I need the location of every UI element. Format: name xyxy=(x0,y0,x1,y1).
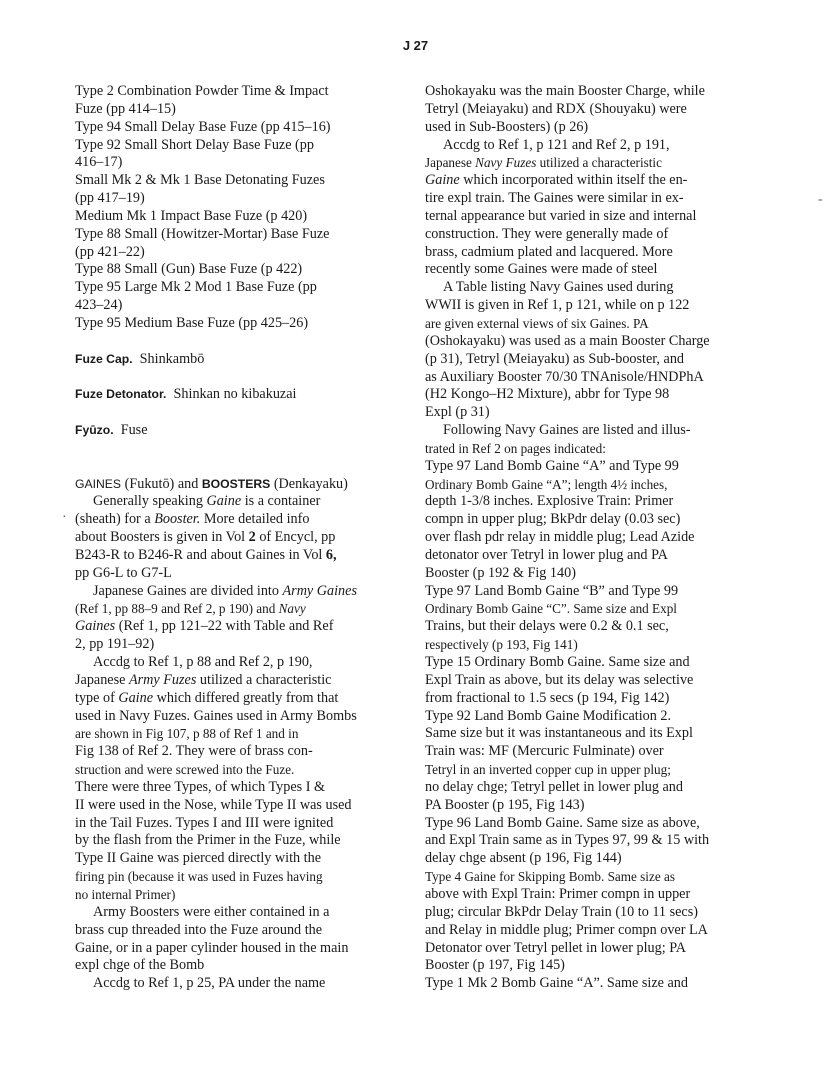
gaines-heading-line xyxy=(75,476,395,494)
text-line: (Ref 1, pp 88–9 and Ref 2, p 190) and Navy xyxy=(75,601,306,617)
text-line: delay chge absent (p 196, Fig 144) xyxy=(425,850,622,867)
fuze-list-line: Type 88 Small (Howitzer-Mortar) Base Fuze xyxy=(75,225,330,242)
text-line: tire expl train. The Gaines were similar in ex- xyxy=(425,190,684,207)
text-line: by the flash from the Primer in the Fuze, while xyxy=(75,832,341,849)
text-line: Same size but it was instantaneous and its Expl xyxy=(425,725,693,742)
text-line: Fig 138 of Ref 2. They were of brass con- xyxy=(75,743,313,760)
fuze-cap-text: Shinkambō xyxy=(139,350,205,367)
text-line: construction. They were generally made of xyxy=(425,225,669,242)
text-line: Ordinary Bomb Gaine “C”. Same size and Expl xyxy=(425,601,677,617)
fuze-list xyxy=(75,83,395,333)
fuze-list-line: Type 95 Medium Base Fuze (pp 425–26) xyxy=(75,314,309,331)
fuze-detonator-heading: Fuze Detonator. xyxy=(75,387,167,402)
text-line: Tetryl in an inverted copper cup in upper plug; xyxy=(425,762,671,778)
margin-mark: · xyxy=(62,510,67,525)
fuze-list-line: Medium Mk 1 Impact Base Fuze (p 420) xyxy=(75,207,308,224)
text-line: Type 97 Land Bomb Gaine “A” and Type 99 xyxy=(425,457,679,474)
text-line: (H2 Kongo–H2 Mixture), abbr for Type 98 xyxy=(425,386,670,403)
boosters-heading: BOOSTERS xyxy=(201,476,271,491)
text-line: trated in Ref 2 on pages indicated: xyxy=(425,440,606,456)
text-line: and Expl Train same as in Types 97, 99 & 15 with xyxy=(425,832,710,849)
text-line: II were used in the Nose, while Type II was used xyxy=(75,796,352,813)
fuze-cap-entry xyxy=(75,351,395,369)
text-line: Following Navy Gaines are listed and illus- xyxy=(443,422,691,439)
text-line: Generally speaking Gaine is a container xyxy=(93,493,321,510)
text-line: recently some Gaines were made of steel xyxy=(425,261,658,278)
fyuzo-heading: Fyūzo. xyxy=(75,423,114,438)
text-line: Detonator over Tetryl pellet in lower plug; PA xyxy=(425,939,687,956)
fuze-list-line: Type 88 Small (Gun) Base Fuze (p 422) xyxy=(75,261,303,278)
right-column xyxy=(425,83,735,993)
text-line: no delay chge; Tetryl pellet in lower plug and xyxy=(425,778,683,795)
text-line: from fractional to 1.5 secs (p 194, Fig 142) xyxy=(425,689,670,706)
text-line: struction and were screwed into the Fuze. xyxy=(75,762,295,778)
text-line: Expl Train as above, but its delay was selective xyxy=(425,671,694,688)
fuze-list-line: Small Mk 2 & Mk 1 Base Detonating Fuzes xyxy=(75,172,325,189)
text-line: Booster (p 197, Fig 145) xyxy=(425,957,565,974)
text-line: in the Tail Fuzes. Types I and III were ignited xyxy=(75,814,334,831)
fuze-list-line: 416–17) xyxy=(75,154,123,171)
text-line: brass, cadmium plated and lacquered. More xyxy=(425,243,673,260)
left-column xyxy=(75,83,395,993)
fuze-list-line: Type 2 Combination Powder Time & Impact xyxy=(75,83,329,99)
text-line: no internal Primer) xyxy=(75,886,176,902)
text-line: Japanese Gaines are divided into Army Gaines xyxy=(93,582,357,599)
text-line: type of Gaine which differed greatly from that xyxy=(75,689,339,706)
text-line: are given external views of six Gaines. PA xyxy=(425,315,649,331)
text-line: Tetryl (Meiayaku) and RDX (Shouyaku) were xyxy=(425,100,687,117)
gaines-paren: (Fukutō) and xyxy=(124,475,199,492)
text-line: Type 15 Ordinary Bomb Gaine. Same size and xyxy=(425,654,690,670)
text-line: pp G6-L to G7-L xyxy=(75,564,172,581)
text-line: Accdg to Ref 1, p 88 and Ref 2, p 190, xyxy=(93,654,313,670)
text-line: There were three Types, of which Types I & xyxy=(75,778,326,795)
text-line: Gaine which incorporated within itself the en- xyxy=(425,172,688,189)
fuze-list-line: Type 92 Small Short Delay Base Fuze (pp xyxy=(75,136,314,153)
text-line: Japanese Navy Fuzes utilized a characteristic xyxy=(425,155,662,171)
page-number: J 27 xyxy=(402,38,429,53)
margin-mark: - xyxy=(818,192,823,207)
text-line: about Boosters is given in Vol 2 of Encycl, pp xyxy=(75,529,336,546)
text-line: compn in upper plug; BkPdr delay (0.03 sec) xyxy=(425,511,681,528)
text-line: Type 96 Land Bomb Gaine. Same size as above, xyxy=(425,814,700,831)
text-line: B243-R to B246-R and about Gaines in Vol 6, xyxy=(75,546,337,563)
fuze-list-line: Type 95 Large Mk 2 Mod 1 Base Fuze (pp xyxy=(75,279,317,296)
text-line: Type 4 Gaine for Skipping Bomb. Same size as xyxy=(425,869,675,885)
text-line: as Auxiliary Booster 70/30 TNAnisole/HNDPhA xyxy=(425,368,704,385)
text-line: expl chge of the Bomb xyxy=(75,957,205,974)
text-line: plug; circular BkPdr Delay Train (10 to 11 secs) xyxy=(425,903,698,920)
text-line: Trains, but their delays were 0.2 & 0.1 sec, xyxy=(425,618,669,635)
gaines-section xyxy=(75,476,395,993)
fyuzo-entry xyxy=(75,422,395,440)
text-line: 2, pp 191–92) xyxy=(75,636,155,653)
text-line: Ordinary Bomb Gaine “A”; length 4½ inches, xyxy=(425,476,668,492)
fuze-detonator-entry xyxy=(75,386,395,404)
text-line: detonator over Tetryl in lower plug and PA xyxy=(425,546,668,563)
boosters-paren: (Denkayaku) xyxy=(273,475,348,492)
text-line: Type 97 Land Bomb Gaine “B” and Type 99 xyxy=(425,582,679,599)
text-line: Japanese Army Fuzes utilized a characteristic xyxy=(75,671,332,688)
text-line: brass cup threaded into the Fuze around the xyxy=(75,921,323,938)
text-line: (Oshokayaku) was used as a main Booster Charge xyxy=(425,332,710,349)
text-line: are shown in Fig 107, p 88 of Ref 1 and in xyxy=(75,726,299,742)
text-line: PA Booster (p 195, Fig 143) xyxy=(425,796,585,813)
text-line: Type II Gaine was pierced directly with the xyxy=(75,850,322,867)
text-line: ternal appearance but varied in size and internal xyxy=(425,207,697,224)
fyuzo-text: Fuse xyxy=(120,422,148,439)
text-line: firing pin (because it was used in Fuzes having xyxy=(75,869,323,885)
text-line: Gaine, or in a paper cylinder housed in the main xyxy=(75,939,349,956)
text-line: depth 1-3/8 inches. Explosive Train: Primer xyxy=(425,493,674,510)
text-line: respectively (p 193, Fig 141) xyxy=(425,637,578,653)
text-line: Army Boosters were either contained in a xyxy=(93,903,330,920)
text-line: used in Sub-Boosters) (p 26) xyxy=(425,118,589,135)
text-line: Accdg to Ref 1, p 25, PA under the name xyxy=(93,975,326,992)
text-line: Type 1 Mk 2 Bomb Gaine “A”. Same size and xyxy=(425,975,688,992)
text-line: Train was: MF (Mercuric Fulminate) over xyxy=(425,743,664,760)
text-line: (p 31), Tetryl (Meiayaku) as Sub-booster, and xyxy=(425,350,685,367)
text-line: above with Expl Train: Primer compn in upper xyxy=(425,885,691,902)
text-line: used in Navy Fuzes. Gaines used in Army Bombs xyxy=(75,707,357,724)
text-line: over flash pdr relay in middle plug; Lead Azide xyxy=(425,529,695,546)
text-line: A Table listing Navy Gaines used during xyxy=(443,279,674,296)
fuze-list-line: Type 94 Small Delay Base Fuze (pp 415–16) xyxy=(75,118,331,135)
text-line: Booster (p 192 & Fig 140) xyxy=(425,564,576,581)
text-line: Oshokayaku was the main Booster Charge, while xyxy=(425,83,705,99)
text-line: Type 92 Land Bomb Gaine Modification 2. xyxy=(425,707,672,724)
fuze-list-line: (pp 417–19) xyxy=(75,190,145,207)
fuze-detonator-text: Shinkan no kibakuzai xyxy=(173,386,297,403)
text-line: and Relay in middle plug; Primer compn over LA xyxy=(425,921,708,938)
text-line: Accdg to Ref 1, p 121 and Ref 2, p 191, xyxy=(443,136,670,153)
fuze-list-line: Fuze (pp 414–15) xyxy=(75,100,176,117)
text-line: (sheath) for a Booster. More detailed info xyxy=(75,511,310,528)
fuze-list-line: (pp 421–22) xyxy=(75,243,145,260)
text-line: Gaines (Ref 1, pp 121–22 with Table and Ref xyxy=(75,618,334,635)
fuze-list-line: 423–24) xyxy=(75,297,123,314)
fuze-cap-heading: Fuze Cap. xyxy=(75,351,133,366)
text-line: WWII is given in Ref 1, p 121, while on p 122 xyxy=(425,297,690,314)
gaines-heading: GAINES xyxy=(75,476,122,491)
text-line: Expl (p 31) xyxy=(425,404,490,421)
